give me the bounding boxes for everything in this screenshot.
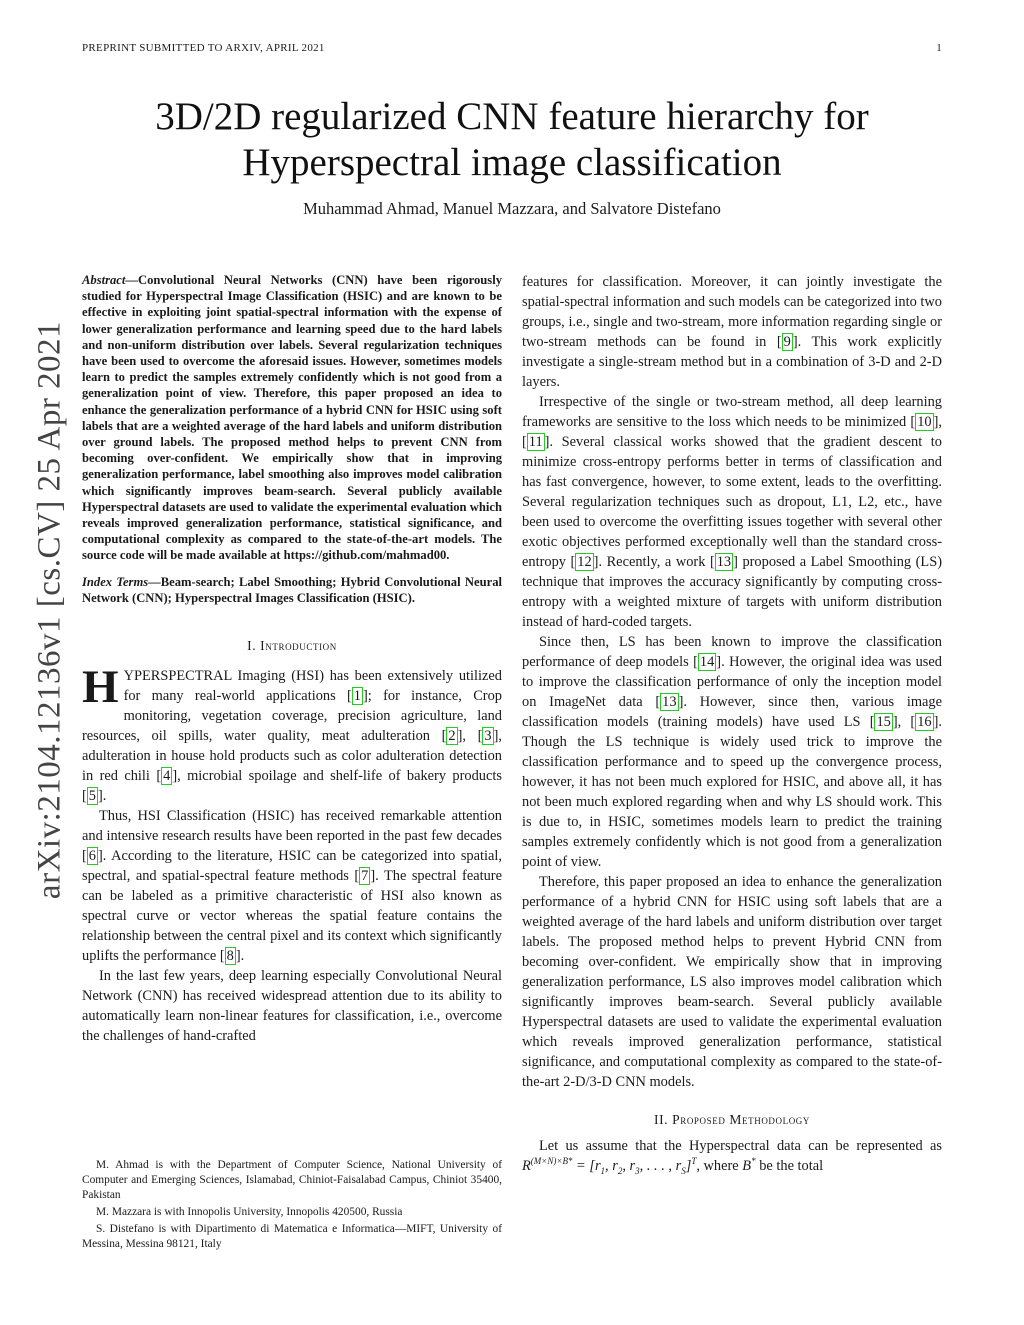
intro-p2-text: . The spectral feature can be labeled as a primitive characteristic of HSI also known as spectral curve or vector whereas the spatial feature contains the relationship between the central pixel and its context which significantly uplifts the performance [82,868,502,965]
footnote-affiliation-3: S. Distefano is with Dipartimento di Matematica e Informatica—MIFT, University of Messina, Messina 98121, Italy [82,1223,502,1250]
paragraph-text: proposed a Label Smoothing (LS) technique that improves the accuracy significantly by computing cross-entropy with a weighted mixture of targets with uniform distribution instead of hard-coded targets. [522,554,942,630]
intro-p1-text: , adulteration in house hold products such as color adulteration detection in red chili [82,728,502,785]
arxiv-identifier[interactable]: arXiv:2104.12136v1 [cs.CV] 25 Apr 2021 [31,320,68,900]
separator: , [897,714,911,730]
separator: , [462,728,478,745]
citation-number: 13 [716,554,732,570]
citation-link[interactable]: [ 12 ] [570,554,599,570]
math-superscript: * [751,1156,756,1167]
body-paragraph [522,1136,942,1176]
intro-p1-text: ; for instance, Crop monitoring, vegetation coverage, precision agriculture, land resources, oil spills, water quality, meat adulteration [82,688,502,745]
citation-number: 13 [662,694,677,710]
left-column [82,272,502,1046]
running-title: PREPRINT SUBMITTED TO ARXIV, APRIL 2021 [82,42,325,54]
paragraph-text: , where [696,1158,743,1174]
citation-number: 7 [361,868,369,885]
title-line-2: Hyperspectral image classification [242,141,782,184]
citation-number: 3 [484,728,492,745]
citation-number: 1 [353,688,361,705]
math-superscript: T [691,1156,697,1167]
math-symbol: R [522,1158,531,1174]
paragraph-text: . This work explicitly investigate a single-stream method but in a combination of 3-D and 2-D layers. [522,334,942,390]
index-terms: Index Terms—Beam-search; Label Smoothing; Hybrid Convolutional Neural Network (CNN); Hyperspectral Images Classification (HSIC). [82,574,502,605]
paragraph-text: Since then, LS has been known to improve the classification performance of deep models [522,634,942,670]
math-symbol: , r [622,1158,636,1174]
section-heading-introduction [82,638,502,654]
paragraph-text: Let us assume that the Hyperspectral data can be represented as [539,1138,942,1154]
abstract-label: Abstract [82,273,126,287]
body-paragraph [522,272,942,392]
math-subscript: 3 [635,1165,640,1176]
paragraph-text: . However, the original idea was used to improve the classification performance of only the inception model on ImageNet data [522,654,942,710]
intro-p2-text: . [240,948,245,965]
math-expression [522,1158,696,1174]
section-title: Proposed Methodology [672,1112,811,1127]
math-symbol: , r [605,1158,618,1174]
drop-cap: H [82,661,119,714]
body-paragraph [522,632,942,872]
paragraph-text: be the total [755,1158,824,1174]
citation-number: 11 [528,434,543,450]
citation-link[interactable]: [ 2 ] [441,728,463,745]
citation-number: 2 [448,728,456,745]
math-subscript: 1 [600,1165,606,1176]
math-symbol: , . . . , r [639,1158,682,1174]
abstract: Abstract—Convolutional Neural Networks (CNN) have been rigorously studied for Hyperspectral Image Classification (HSIC) and are known to be effective in exploiting joint spatial-spectral information with the expense of lower generalization performance and learning speed due to the hard labels and non-uniform distribution over labels. Several regularization techniques have been used to overcome the aforesaid issues. However, sometimes models learn to predict the samples extremely confidently which is not good from a generalization point of view. Therefore, this paper proposed an idea to enhance the generalization performance of a hybrid CNN for HSIC using soft labels that are a weighted average of the hard labels and uniform distribution over ground labels. The proposed method helps to prevent CNN from becoming over-confident. We empirically show that in improving generalization performance, label smoothing also improves model calibration which significantly improves beam-search. Several publicly available Hyperspectral datasets are used to validate the experimental evaluation which reveals improved generalization performance, statistical significance, and computational complexity as compared to the state-of-the-art models. The source code will be made available at https://github.com/mahmad00. [82,273,502,563]
intro-paragraph-3: In the last few years, deep learning especially Convolutional Neural Network (CNN) has received widespread attention due to its ability to automatically learn non-linear features for classification, i.e., overcome the challenges of hand-crafted [82,968,502,1045]
intro-p1-text: YPERSPECTRAL Imaging (HSI) has been extensively utilized for many real-world applications [123,668,502,705]
citation-number: 4 [163,768,171,785]
section-title: Introduction [260,638,337,654]
math-expression [742,1158,755,1174]
intro-paragraph-2 [82,806,502,966]
citation-link[interactable]: [ 15 ] [869,714,898,730]
section-numeral: I. [247,638,257,654]
paragraph-text: features for classification. Moreover, it can jointly investigate the spatial-spectral information and such models can be categorized into two groups, i.e., single and two-stream, more information regarding single or two-stream methods can be found in [522,274,942,350]
citation-number: 6 [88,848,96,865]
citation-number: 12 [577,554,592,570]
citation-link[interactable]: [ 13 ] [709,554,738,570]
footnote-affiliation-2: M. Mazzara is with Innopolis University, Innopolis 420500, Russia [96,1206,403,1218]
right-column [522,272,942,1176]
math-symbol: B [742,1158,752,1174]
section-heading-methodology [522,1112,942,1128]
citation-link[interactable]: [ 4 ] [156,768,178,785]
intro-p2-text: Thus, HSI Classification (HSIC) has received remarkable attention and intensive research results have been reported in the past few decades [82,808,502,845]
citation-link[interactable]: [ 3 ] [477,728,499,745]
citation-number: 9 [783,334,791,350]
intro-p2-text: . According to the literature, HSIC can be categorized into spatial, spectral, and spatial-spectral feature methods [82,848,502,885]
citation-number: 5 [88,788,96,805]
page-number: 1 [936,42,942,54]
index-terms-text: Beam-search; Label Smoothing; Hybrid Convolutional Neural Network (CNN); Hyperspectral Images Classification (HSIC). [82,574,502,605]
math-symbol: = [r [572,1158,601,1174]
citation-link[interactable]: [ 1 ] [346,688,368,705]
math-subscript: S [681,1165,686,1176]
citation-number: 10 [917,414,932,430]
paragraph-text: . Several classical works showed that the gradient descent to minimize cross-entropy performs better in terms of classification and has fast convergence, however, to some extent, leads to the overfitting. Several regularization techniques such as dropout, L1, L2, etc., have been used to overcome the overfitting issues together with several other exotic objectives performed exceptionally well than the standard cross-entropy [522,434,942,570]
citation-number: 15 [876,714,891,730]
citation-link[interactable]: [ 10 ] [910,414,939,430]
footnote-affiliation-1: M. Ahmad is with the Department of Computer Science, National University of Computer and Emerging Sciences, Islamabad, Chiniot-Faisalabad Campus, Chiniot 35400, Pakistan [82,1159,502,1201]
citation-link[interactable]: [ 7 ] [354,868,376,885]
footnotes [82,1158,502,1254]
citation-number: 16 [917,714,932,730]
intro-paragraph-1 [82,661,502,806]
paragraph-text: Irrespective of the single or two-stream method, all deep learning frameworks are sensitive to the loss which needs to be minimized [522,394,942,430]
citation-link[interactable]: [ 13 ] [655,694,684,710]
abstract-text: Convolutional Neural Networks (CNN) have been rigorously studied for Hyperspectral Image Classification (HSIC) and are known to be effective in exploiting joint spatial-spectral information with the expense of lower generalization performance and learning speed due to the hard labels and non-uniform distribution over labels. Several regularization techniques have been used to overcome the aforesaid issues. However, sometimes models learn to predict the samples extremely confidently which is not good from a generalization point of view. Therefore, this paper proposed an idea to enhance the generalization performance of a hybrid CNN for HSIC using soft labels that are a weighted average of the hard labels and uniform distribution over ground labels. The proposed method helps to prevent CNN from becoming over-confident. We empirically show that in improving generalization performance, label smoothing also improves model calibration which significantly improves beam-search. Several publicly available Hyperspectral datasets are used to validate the experimental evaluation which reveals improved generalization performance, statistical significance, and computational complexity as compared to the state-of-the-art models. The source code will be made available at https://github.com/mahmad00. [82,273,502,563]
citation-link[interactable]: [ 6 ] [82,848,103,865]
citation-link[interactable]: [ 14 ] [693,654,722,670]
citation-number: 14 [699,654,715,670]
paragraph-text: . Recently, a work [598,554,710,570]
citation-number: 8 [226,948,234,965]
math-subscript: 2 [617,1165,623,1176]
section-numeral: II. [653,1112,669,1127]
intro-p1-text: . [102,788,107,805]
citation-link[interactable]: [ 5 ] [82,788,103,805]
citation-link[interactable]: [ 8 ] [219,948,241,965]
title-line-1: 3D/2D regularized CNN feature hierarchy for [155,95,869,138]
math-superscript: (M×N)×B* [530,1156,573,1167]
citation-link[interactable]: [ 9 ] [776,334,798,350]
body-paragraph: Therefore, this paper proposed an idea to enhance the generalization performance of a hybrid CNN for HSIC using soft labels that are a weighted average of the hard labels and uniform distribution over target labels. The proposed method helps to prevent Hybrid CNN from becoming over-confident. We empirically show that in improving generalization performance, LS also improves model calibration which significantly improves beam-search. Several publicly available Hyperspectral datasets are used to validate the experimental evaluation which reveals improved generalization performance, statistical significance, and computational complexity as compared to the state-of-the-art 2-D/3-D CNN models. [522,874,942,1090]
separator: , [938,414,942,430]
citation-link[interactable]: [ 11 ] [522,434,550,450]
citation-link[interactable]: [ 16 ] [910,714,939,730]
author-list: Muhammad Ahmad, Manuel Mazzara, and Salvatore Distefano [303,199,721,218]
paper-title [60,94,964,186]
body-paragraph [522,392,942,632]
running-header [82,42,942,58]
intro-p1-text: , microbial spoilage and shelf-life of bakery products [177,768,502,785]
index-terms-label: Index Terms [82,574,149,589]
paragraph-text: . However, since then, various image classification models (training models) have used LS [522,694,942,730]
paragraph-text: . Though the LS technique is widely used trick to improve the classification performance and to speed up the convergence process, however, it has not been much explored for HSIC, and above all, it has not been much explored regarding when and why LS should work. This is due to, in HSIC, sometimes models learn to predict the training samples extremely confidently which is not good from a generalization point of view. [522,714,942,870]
math-symbol: ] [685,1158,692,1174]
